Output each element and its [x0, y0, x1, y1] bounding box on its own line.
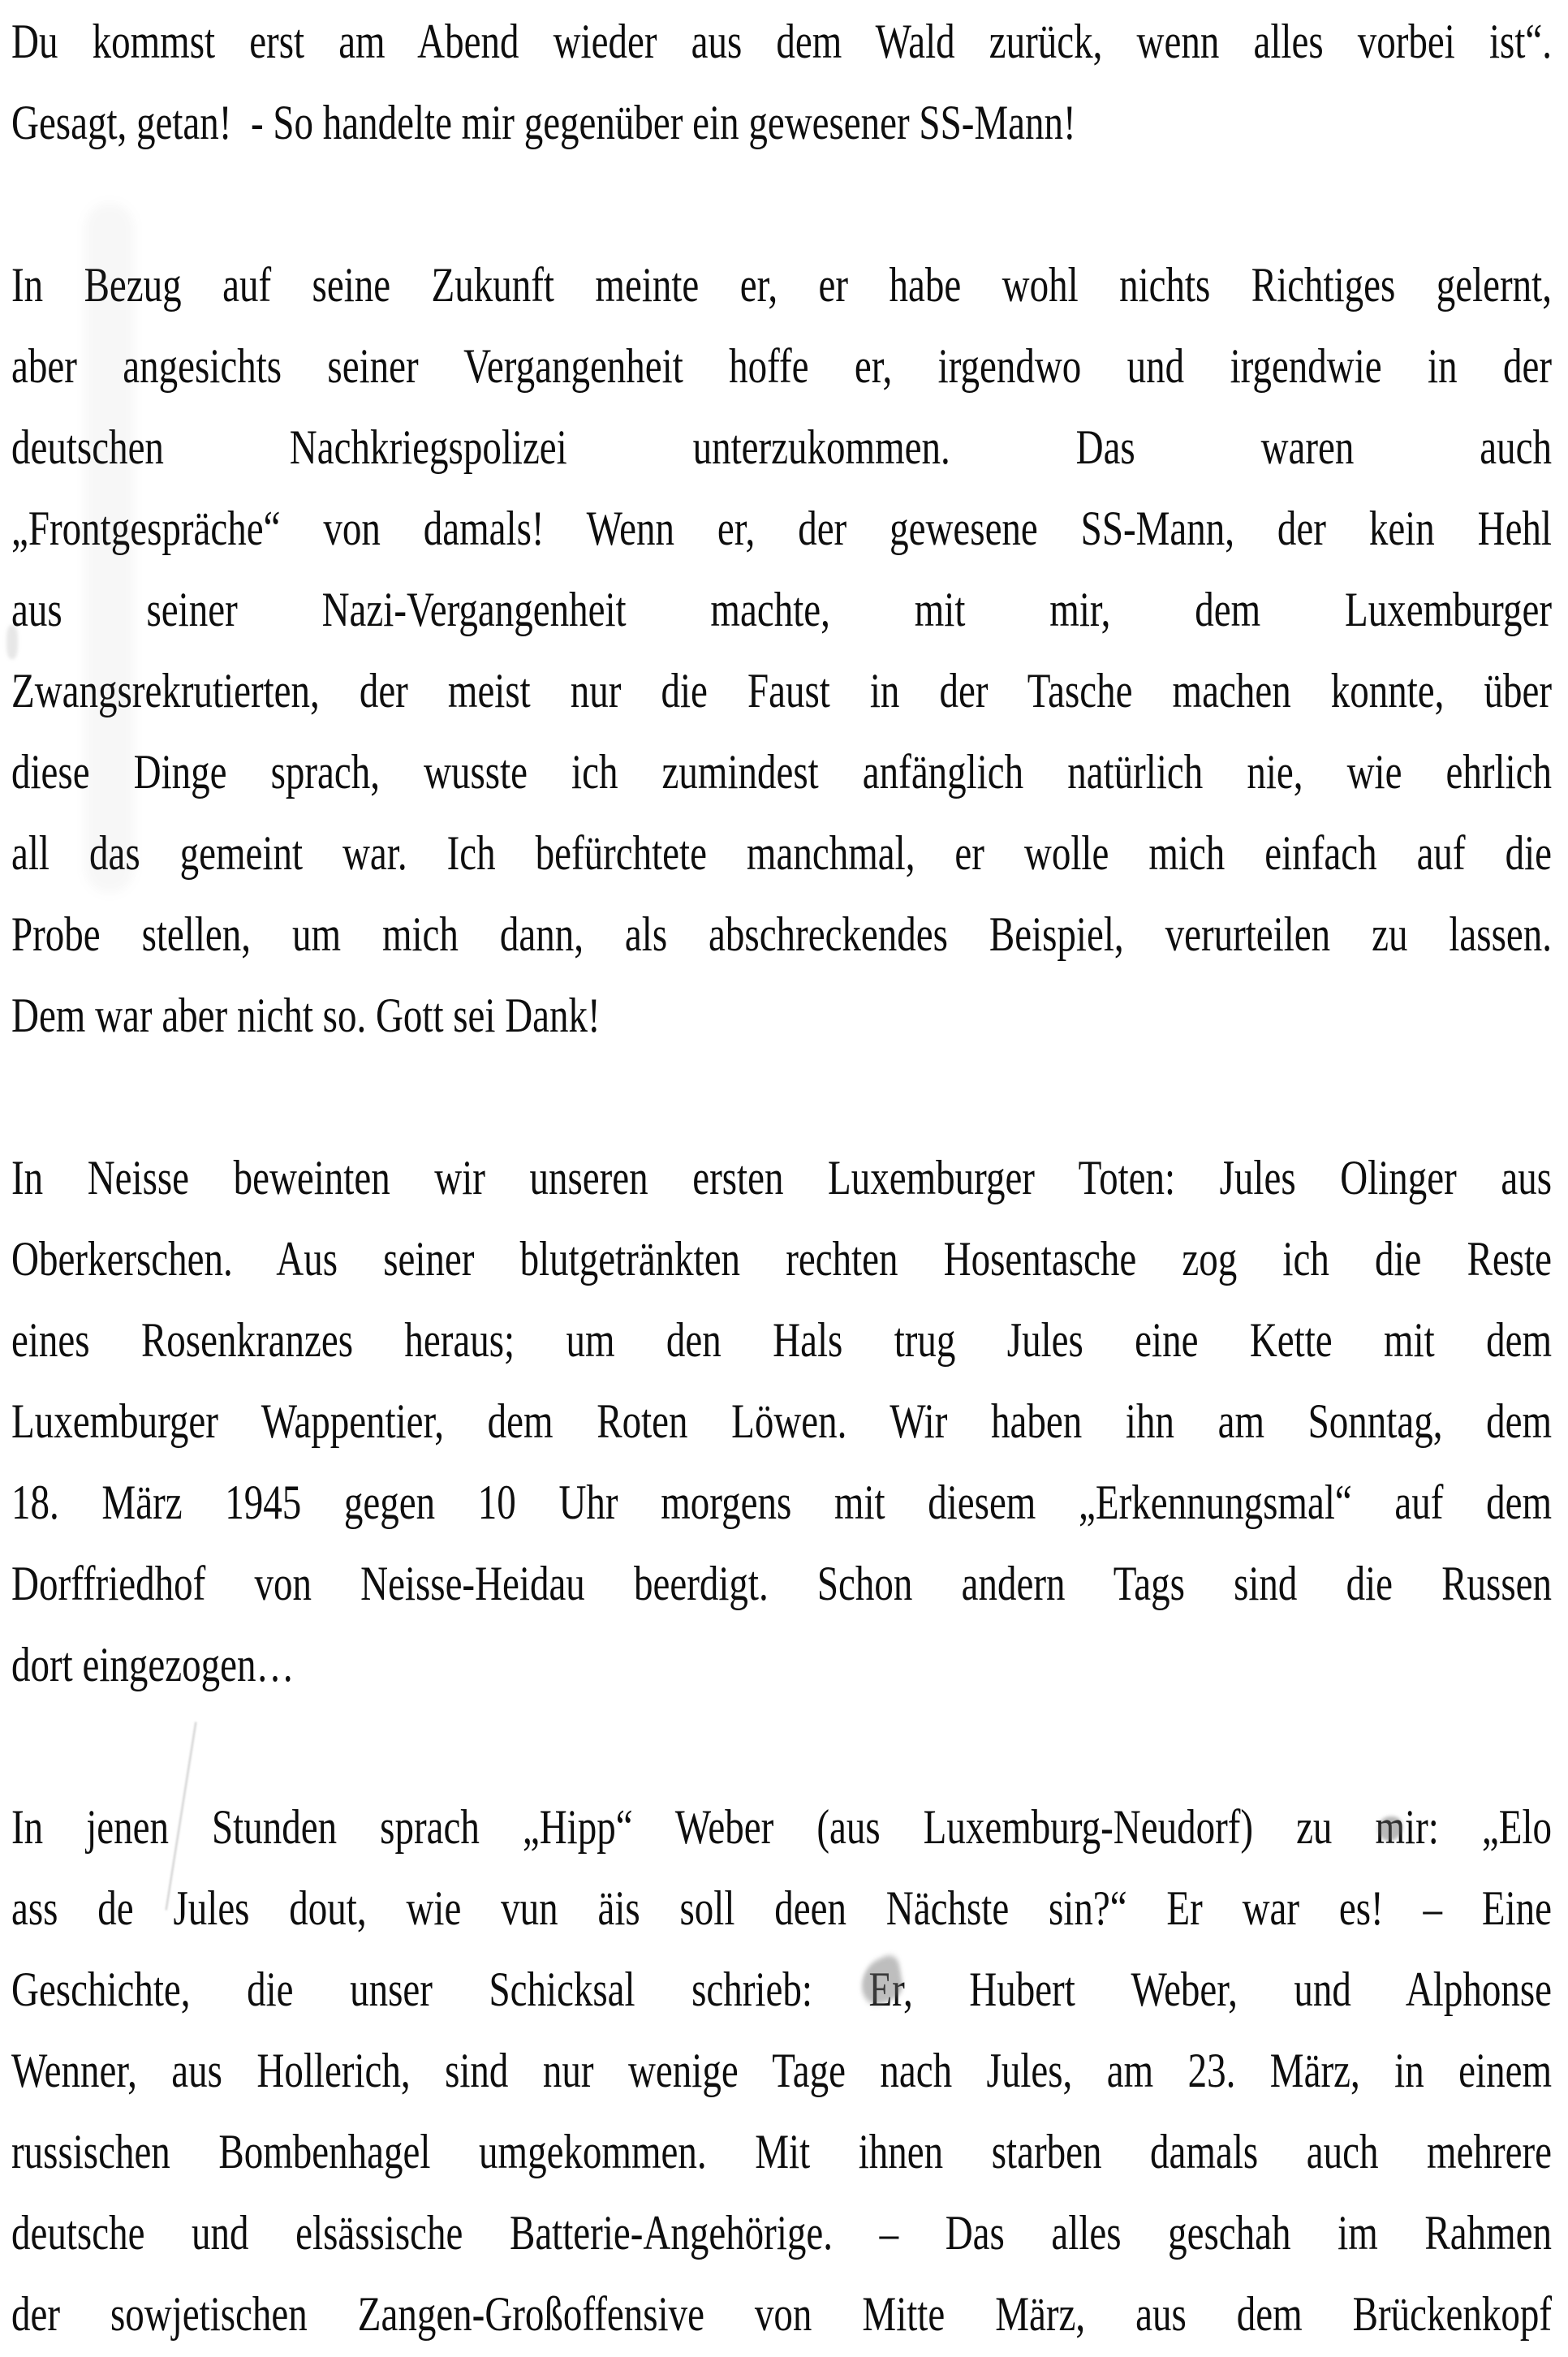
text-line: Luxemburger Wappentier, dem Roten Löwen. Wir haben ihn am Sonntag, dem	[11, 1394, 1552, 1450]
paragraph-1	[11, 2, 1552, 164]
text-line: Geschichte, die unser Schicksal schrieb: Er, Hubert Weber, und Alphonse	[11, 1963, 1552, 2018]
text-line: deutschen Nachkriegspolizei unterzukommen. Das waren auch	[11, 420, 1552, 476]
text-line: der sowjetischen Zangen-Großoffensive von Mitte März, aus dem Brückenkopf	[11, 2287, 1552, 2342]
text-line: In Bezug auf seine Zukunft meinte er, er habe wohl nichts Richtiges gelernt,	[11, 258, 1552, 313]
text-line: russischen Bombenhagel umgekommen. Mit ihnen starben damals auch mehrere	[11, 2125, 1552, 2180]
text-line: aber angesichts seiner Vergangenheit hoffe er, irgendwo und irgendwie in der	[11, 339, 1552, 394]
text-line: ass de Jules dout, wie vun äis soll deen Nächste sin?“ Er war es! – Eine	[11, 1881, 1552, 1937]
paragraph-3	[11, 1138, 1552, 1706]
text-line: eines Rosenkranzes heraus; um den Hals trug Jules eine Kette mit dem	[11, 1313, 1552, 1368]
text-line: Zwangsrekrutierten, der meist nur die Faust in der Tasche machen konnte, über	[11, 664, 1552, 719]
text-line: Du kommst erst am Abend wieder aus dem Wald zurück, wenn alles vorbei ist“.	[11, 15, 1552, 70]
text-line: 18. März 1945 gegen 10 Uhr morgens mit diesem „Erkennungsmal“ auf dem	[11, 1476, 1552, 1531]
text-line: deutsche und elsässische Batterie-Angehörige. – Das alles geschah im Rahmen	[11, 2206, 1552, 2261]
text-line: In jenen Stunden sprach „Hipp“ Weber (aus Luxemburg-Neudorf) zu mir: „Elo	[11, 1800, 1552, 1855]
text-line: Dorffriedhof von Neisse-Heidau beerdigt. Schon andern Tags sind die Russen	[11, 1557, 1552, 1612]
text-line: Oberkerschen. Aus seiner blutgetränkten rechten Hosentasche zog ich die Reste	[11, 1232, 1552, 1287]
document-body	[11, 2, 1552, 2355]
text-line: Wenner, aus Hollerich, sind nur wenige Tage nach Jules, am 23. März, in einem	[11, 2044, 1552, 2099]
text-line: Gesagt, getan! - So handelte mir gegenüber ein gewesener SS-Mann!	[11, 96, 1076, 151]
paragraph-4	[11, 1787, 1552, 2355]
text-line: dort eingezogen…	[11, 1638, 295, 1693]
text-line: In Neisse beweinten wir unseren ersten Luxemburger Toten: Jules Olinger aus	[11, 1151, 1552, 1206]
text-line: aus seiner Nazi-Vergangenheit machte, mit mir, dem Luxemburger	[11, 583, 1552, 638]
text-line: diese Dinge sprach, wusste ich zumindest anfänglich natürlich nie, wie ehrlich	[11, 745, 1552, 800]
text-line: all das gemeint war. Ich befürchtete manchmal, er wolle mich einfach auf die	[11, 826, 1552, 881]
text-line: „Frontgespräche“ von damals! Wenn er, der gewesene SS-Mann, der kein Hehl	[11, 502, 1552, 557]
text-line: Dem war aber nicht so. Gott sei Dank!	[11, 989, 601, 1044]
text-line: Probe stellen, um mich dann, als abschreckendes Beispiel, verurteilen zu lassen.	[11, 907, 1552, 963]
paragraph-2	[11, 245, 1552, 1057]
